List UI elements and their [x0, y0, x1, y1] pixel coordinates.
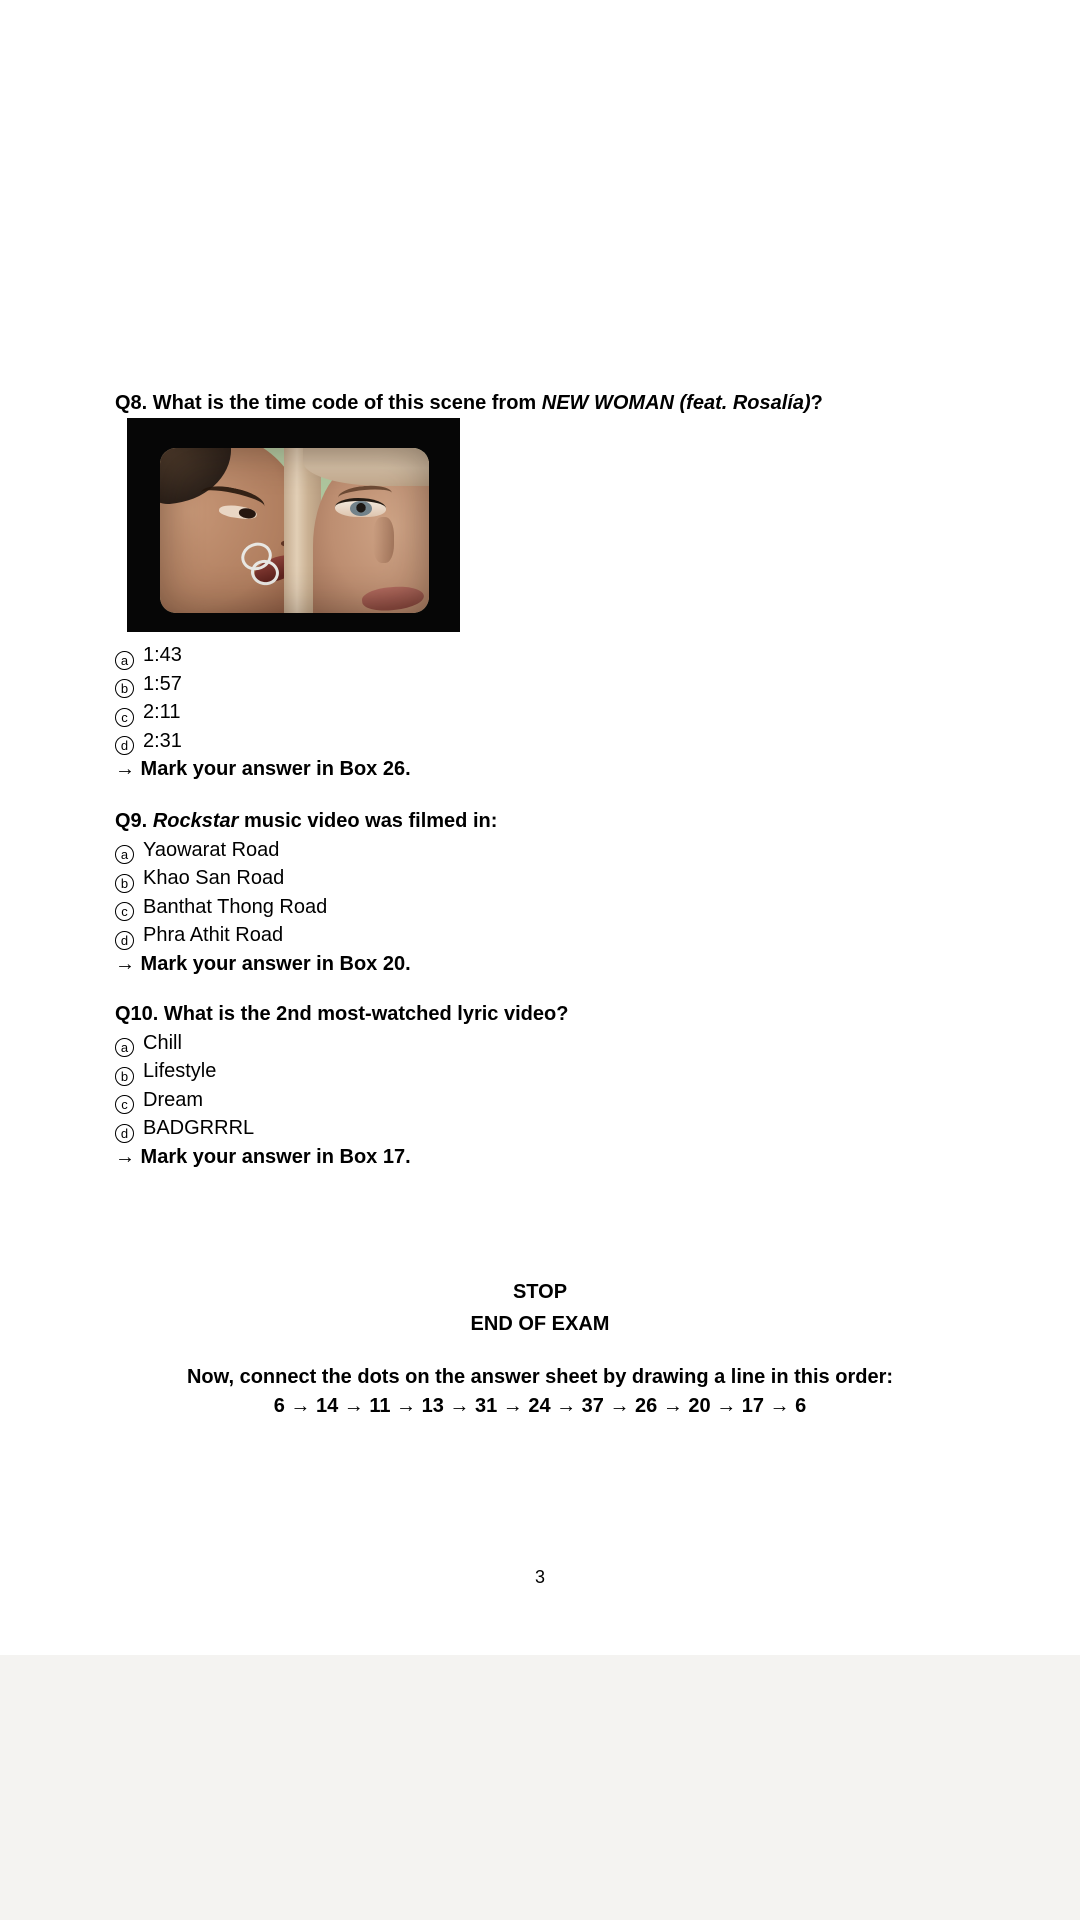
option-letter-circle: a [115, 651, 134, 670]
q8-option-b [115, 670, 411, 699]
q10-mark-instruction: → Mark your answer in Box 17. [115, 1145, 411, 1168]
q8-prefix: Q8. [115, 392, 148, 414]
q9-question-title [115, 807, 497, 836]
q9-option-c [115, 893, 497, 922]
connect-dots-instruction: Now, connect the dots on the answer sheet by drawing a line in this order: [186, 1366, 894, 1388]
q8-text-before: What is the time code of this scene from [147, 392, 542, 414]
q10-question-title [115, 1000, 568, 1029]
option-label: 2:11 [143, 701, 181, 723]
page-bottom-margin-band [0, 1655, 1080, 1920]
q8-text-after: ? [810, 392, 823, 414]
q9-text-after: music video was filmed in: [238, 810, 498, 832]
q9-option-b [115, 864, 497, 893]
option-label: 2:31 [143, 729, 182, 752]
q8-option-d [115, 727, 411, 756]
option-label: Dream [143, 1088, 204, 1111]
option-label: Khao San Road [143, 867, 285, 889]
page-number: 3 [534, 1567, 545, 1587]
q9-option-a [115, 836, 497, 865]
q10-option-b [115, 1057, 568, 1086]
option-letter-circle: b [115, 1067, 134, 1086]
option-label: Phra Athit Road [143, 924, 284, 946]
option-letter-circle: c [115, 902, 134, 921]
option-letter-circle: b [115, 679, 134, 698]
q8-song-title: NEW WOMAN (feat. Rosalía) [541, 392, 811, 414]
q9-mark-instruction: → Mark your answer in Box 20. [115, 952, 411, 975]
q10-text-before: What is the 2nd most-watched lyric video? [158, 1003, 569, 1025]
q8-question-title [115, 389, 823, 418]
option-letter-circle: a [115, 1038, 134, 1057]
q8-scene-photo [160, 448, 429, 613]
q10-option-a [115, 1029, 568, 1058]
option-label: Banthat Thong Road [143, 895, 328, 918]
q8-option-a [115, 641, 411, 670]
option-label: 1:43 [143, 644, 182, 666]
option-letter-circle: c [115, 1095, 134, 1114]
q9-option-d [115, 921, 497, 950]
option-label: Chill [143, 1031, 182, 1054]
option-label: BADGRRRL [143, 1117, 255, 1139]
q10-option-d [115, 1114, 568, 1143]
option-label: Yaowarat Road [143, 838, 280, 861]
q8-mark-instruction: → Mark your answer in Box 26. [115, 758, 411, 780]
connect-dots-order: 6 → 14 → 11 → 13 → 31 → 24 → 37 → 26 → 20 → 17 → 6 [273, 1394, 807, 1417]
option-label: Lifestyle [143, 1060, 217, 1082]
option-letter-circle: b [115, 874, 134, 893]
q10-option-c [115, 1086, 568, 1115]
q8-scene-image [127, 418, 460, 632]
q8-options [115, 641, 411, 784]
stop-label: STOP [512, 1281, 568, 1303]
option-letter-circle: c [115, 708, 134, 727]
q10-question-block [115, 1000, 568, 1171]
connect-dots-block [0, 1363, 1080, 1420]
option-letter-circle: d [115, 1124, 134, 1143]
option-letter-circle: d [115, 736, 134, 755]
q9-prefix: Q9. [115, 810, 148, 832]
q9-question-block [115, 807, 497, 978]
q8-option-c [115, 698, 411, 727]
option-letter-circle: a [115, 845, 134, 864]
q10-prefix: Q10. [115, 1003, 159, 1025]
q9-song-title: Rockstar [152, 810, 239, 832]
end-of-exam-block [0, 1277, 1080, 1340]
option-label: 1:57 [143, 672, 182, 695]
end-of-exam-label: END OF EXAM [470, 1312, 610, 1335]
photo-vignette [160, 448, 429, 613]
option-letter-circle: d [115, 931, 134, 950]
